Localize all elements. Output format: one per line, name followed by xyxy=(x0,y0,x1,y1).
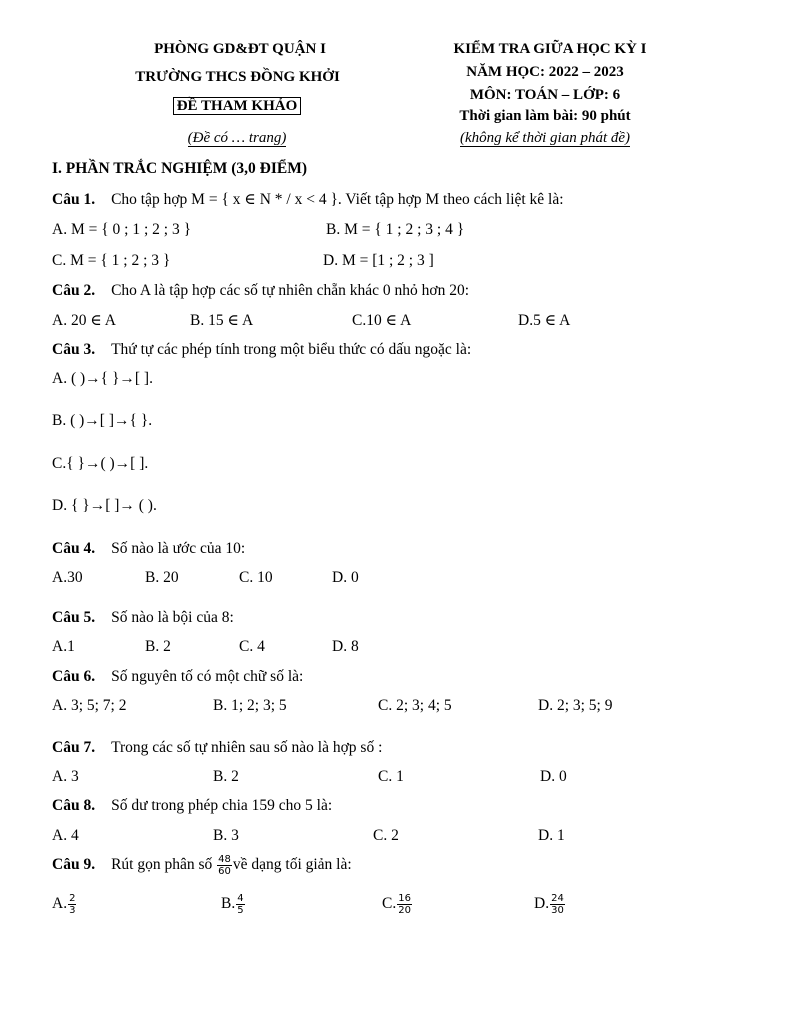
question-label: Câu 5. xyxy=(52,609,96,626)
option-d xyxy=(534,893,566,916)
pages-note-text: (Đề có … trang) xyxy=(187,130,287,146)
option-prefix: C. xyxy=(382,895,397,913)
fraction xyxy=(68,893,76,916)
option-c: C. M = { 1 ; 2 ; 3 } xyxy=(52,252,171,269)
exam-title: KIỂM TRA GIỮA HỌC KỲ I xyxy=(453,41,647,57)
option-c: C. 2; 3; 4; 5 xyxy=(378,697,452,714)
denominator: 3 xyxy=(69,905,76,916)
option-a xyxy=(52,893,77,916)
time-note xyxy=(440,130,650,147)
question-1 xyxy=(52,190,564,209)
denominator: 5 xyxy=(237,905,244,916)
numerator: 48 xyxy=(218,854,231,865)
option-b: B. 1; 2; 3; 5 xyxy=(213,697,287,714)
question-text: Cho tập hợp M = { x ∈ N * / x < 4 }. Viết tập hợp M theo cách liệt kê là: xyxy=(111,191,564,208)
question-text: Số nào là bội của 8: xyxy=(111,609,234,626)
option-a: A.30 xyxy=(52,569,83,586)
question-text: Số nào là ước của 10: xyxy=(111,540,246,557)
fraction xyxy=(397,893,412,916)
question-3 xyxy=(52,341,471,359)
school-name: TRƯỜNG THCS ĐỒNG KHỞI xyxy=(135,69,340,85)
option-d: D. M = [1 ; 2 ; 3 ] xyxy=(323,252,434,269)
question-label: Câu 7. xyxy=(52,739,96,756)
question-6 xyxy=(52,668,303,686)
option-d: D. { }→[ ]→ ( ). xyxy=(52,497,157,514)
doc-type-box xyxy=(167,98,307,115)
section-title: I. PHẦN TRẮC NGHIỆM (3,0 ĐIỂM) xyxy=(52,160,308,177)
denominator: 30 xyxy=(551,905,564,916)
option-c: C. 10 xyxy=(239,569,273,586)
question-label: Câu 2. xyxy=(52,282,96,299)
option-c: C. 2 xyxy=(373,827,399,844)
question-9 xyxy=(52,854,352,877)
option-b: B. 3 xyxy=(213,827,239,844)
pages-note xyxy=(167,130,307,147)
option-c xyxy=(382,893,413,916)
question-2 xyxy=(52,282,469,300)
denominator: 20 xyxy=(398,905,411,916)
option-a: A. 4 xyxy=(52,827,79,844)
option-d: D. 2; 3; 5; 9 xyxy=(538,697,613,714)
question-text: Rút gọn phân số xyxy=(111,856,213,874)
question-label: Câu 1. xyxy=(52,191,96,208)
question-label: Câu 8. xyxy=(52,797,96,814)
option-c: C.{ }→( )→[ ]. xyxy=(52,455,149,472)
question-text: Trong các số tự nhiên sau số nào là hợp số : xyxy=(111,739,383,756)
question-7 xyxy=(52,739,382,757)
option-a: A. 3; 5; 7; 2 xyxy=(52,697,127,714)
option-b: B. 2 xyxy=(213,768,239,785)
numerator: 16 xyxy=(398,893,411,904)
option-d: D.5 ∈ A xyxy=(518,312,571,329)
question-label: Câu 9. xyxy=(52,856,96,874)
department-name: PHÒNG GD&ĐT QUẬN I xyxy=(154,41,326,57)
doc-type-label: ĐỀ THAM KHẢO xyxy=(173,97,302,115)
option-a: A. M = { 0 ; 1 ; 2 ; 3 } xyxy=(52,221,192,238)
option-b xyxy=(221,893,246,916)
exam-time: Thời gian làm bài: 90 phút xyxy=(459,108,631,124)
option-d: D. 0 xyxy=(332,569,359,586)
option-b: B. 2 xyxy=(145,638,171,655)
fraction xyxy=(217,854,232,877)
option-b: B. M = { 1 ; 2 ; 3 ; 4 } xyxy=(326,221,465,238)
subject-grade: MÔN: TOÁN – LỚP: 6 xyxy=(469,87,621,103)
option-a: A. 20 ∈ A xyxy=(52,312,117,329)
time-note-text: (không kể thời gian phát đề) xyxy=(459,130,631,146)
option-d: D. 1 xyxy=(538,827,565,844)
option-prefix: A. xyxy=(52,895,68,913)
option-a: A. 3 xyxy=(52,768,79,785)
option-c: C.10 ∈ A xyxy=(352,312,412,329)
option-c: C. 4 xyxy=(239,638,265,655)
question-text: Cho A là tập hợp các số tự nhiên chẵn khác 0 nhỏ hơn 20: xyxy=(111,282,470,299)
numerator: 2 xyxy=(69,893,76,904)
question-label: Câu 4. xyxy=(52,540,96,557)
denominator: 60 xyxy=(218,866,231,877)
question-text: Số dư trong phép chia 159 cho 5 là: xyxy=(111,797,333,814)
option-d: D. 0 xyxy=(540,768,567,785)
question-text-after: về dạng tối giản là: xyxy=(232,856,352,874)
school-year: NĂM HỌC: 2022 – 2023 xyxy=(466,64,624,80)
numerator: 24 xyxy=(551,893,564,904)
numerator: 4 xyxy=(237,893,244,904)
option-b: B. 15 ∈ A xyxy=(190,312,254,329)
option-b: B. 20 xyxy=(145,569,179,586)
option-b: B. ( )→[ ]→{ }. xyxy=(52,412,153,429)
option-a: A.1 xyxy=(52,638,75,655)
question-4 xyxy=(52,540,245,558)
option-prefix: B. xyxy=(221,895,236,913)
question-5 xyxy=(52,609,234,627)
question-text: Số nguyên tố có một chữ số là: xyxy=(111,668,304,685)
question-label: Câu 6. xyxy=(52,668,96,685)
option-a: A. ( )→{ }→[ ]. xyxy=(52,370,153,387)
fraction xyxy=(236,893,244,916)
option-c: C. 1 xyxy=(378,768,404,785)
question-label: Câu 3. xyxy=(52,341,96,358)
option-d: D. 8 xyxy=(332,638,359,655)
question-8 xyxy=(52,797,332,815)
question-text: Thứ tự các phép tính trong một biểu thức có dấu ngoặc là: xyxy=(111,341,472,358)
fraction xyxy=(550,893,565,916)
option-prefix: D. xyxy=(534,895,550,913)
